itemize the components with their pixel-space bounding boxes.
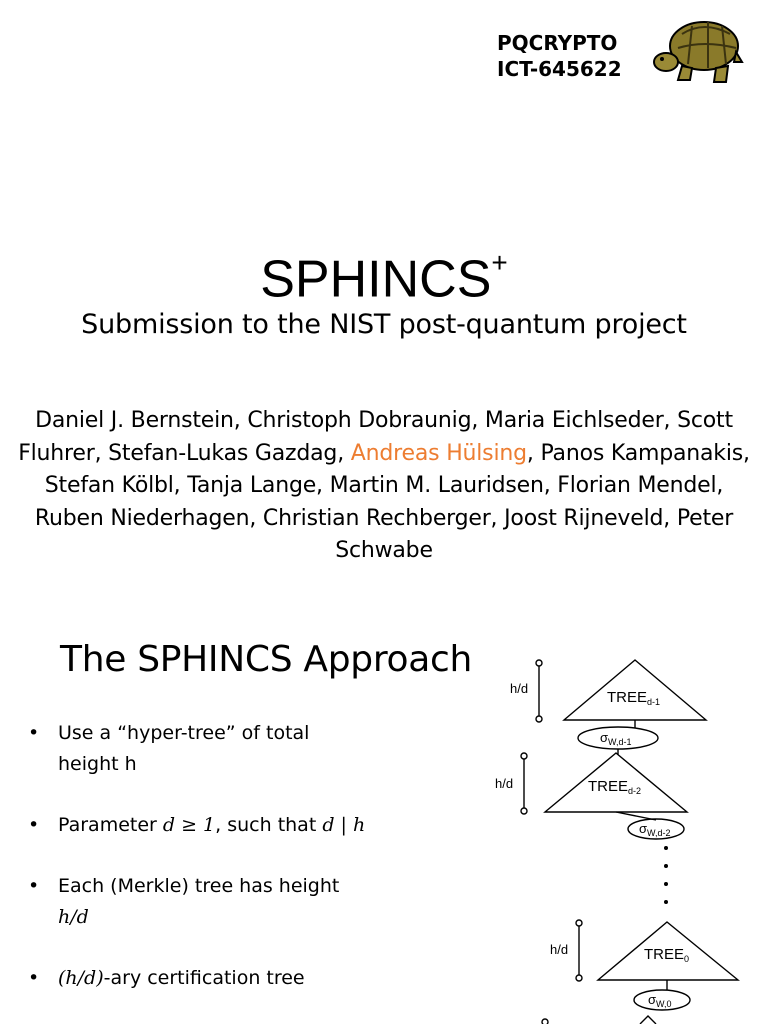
brand-text (497, 30, 622, 82)
author-list: Daniel J. Bernstein, Christoph Dobraunig, Maria Eichlseder, Scott Fluhrer, Stefan-Lukas Gazdag, Andreas Hülsing, Panos Kampanakis, Stefan Kölbl, Tanja Lange, Martin M. Lauridsen, Florian Mendel, Ruben Niederhagen, Christian Rechberger, Joost Rijneveld, Peter Schwabe (18, 408, 750, 563)
signature-label: $\sigma_{W,d-1}$ (600, 730, 632, 747)
bullet-tree-height: • Each (Merkle) tree has height h/d (28, 875, 340, 928)
slide-title: SPHINCS+ (260, 247, 508, 309)
height-label: h/d (510, 681, 529, 696)
tree-label: $TREE_{d-2}$ (588, 778, 642, 796)
grant-number: ICT-645622 (497, 57, 622, 81)
tree-label: $TREE_{d-1}$ (607, 689, 661, 707)
brand-name: PQCRYPTO (497, 31, 618, 55)
bullet-certification-tree: • (h/d)-ary certification tree (28, 967, 305, 989)
slide-subtitle: Submission to the NIST post-quantum project (81, 309, 687, 340)
bullet-list (28, 718, 408, 994)
height-label: h/d (495, 776, 514, 791)
section-title: The SPHINCS Approach (60, 639, 473, 680)
highlighted-author: Andreas Hülsing (350, 440, 527, 466)
bullet-parameter: • Parameter d ≥ 1, such that d | h (28, 814, 366, 836)
tree-label: $TREE_0$ (644, 946, 690, 964)
height-label: h/d (550, 942, 569, 957)
ellipsis-dots (664, 846, 668, 904)
hypertree-diagram (480, 650, 768, 1024)
bullet-hypertree: • Use a “hyper-tree” of total height h (28, 722, 310, 775)
turtle-icon (652, 12, 744, 84)
signature-label: $\sigma_{W,0}$ (648, 992, 672, 1009)
signature-label: $\sigma_{W,d-2}$ (639, 821, 671, 838)
title-superscript: + (491, 247, 508, 278)
